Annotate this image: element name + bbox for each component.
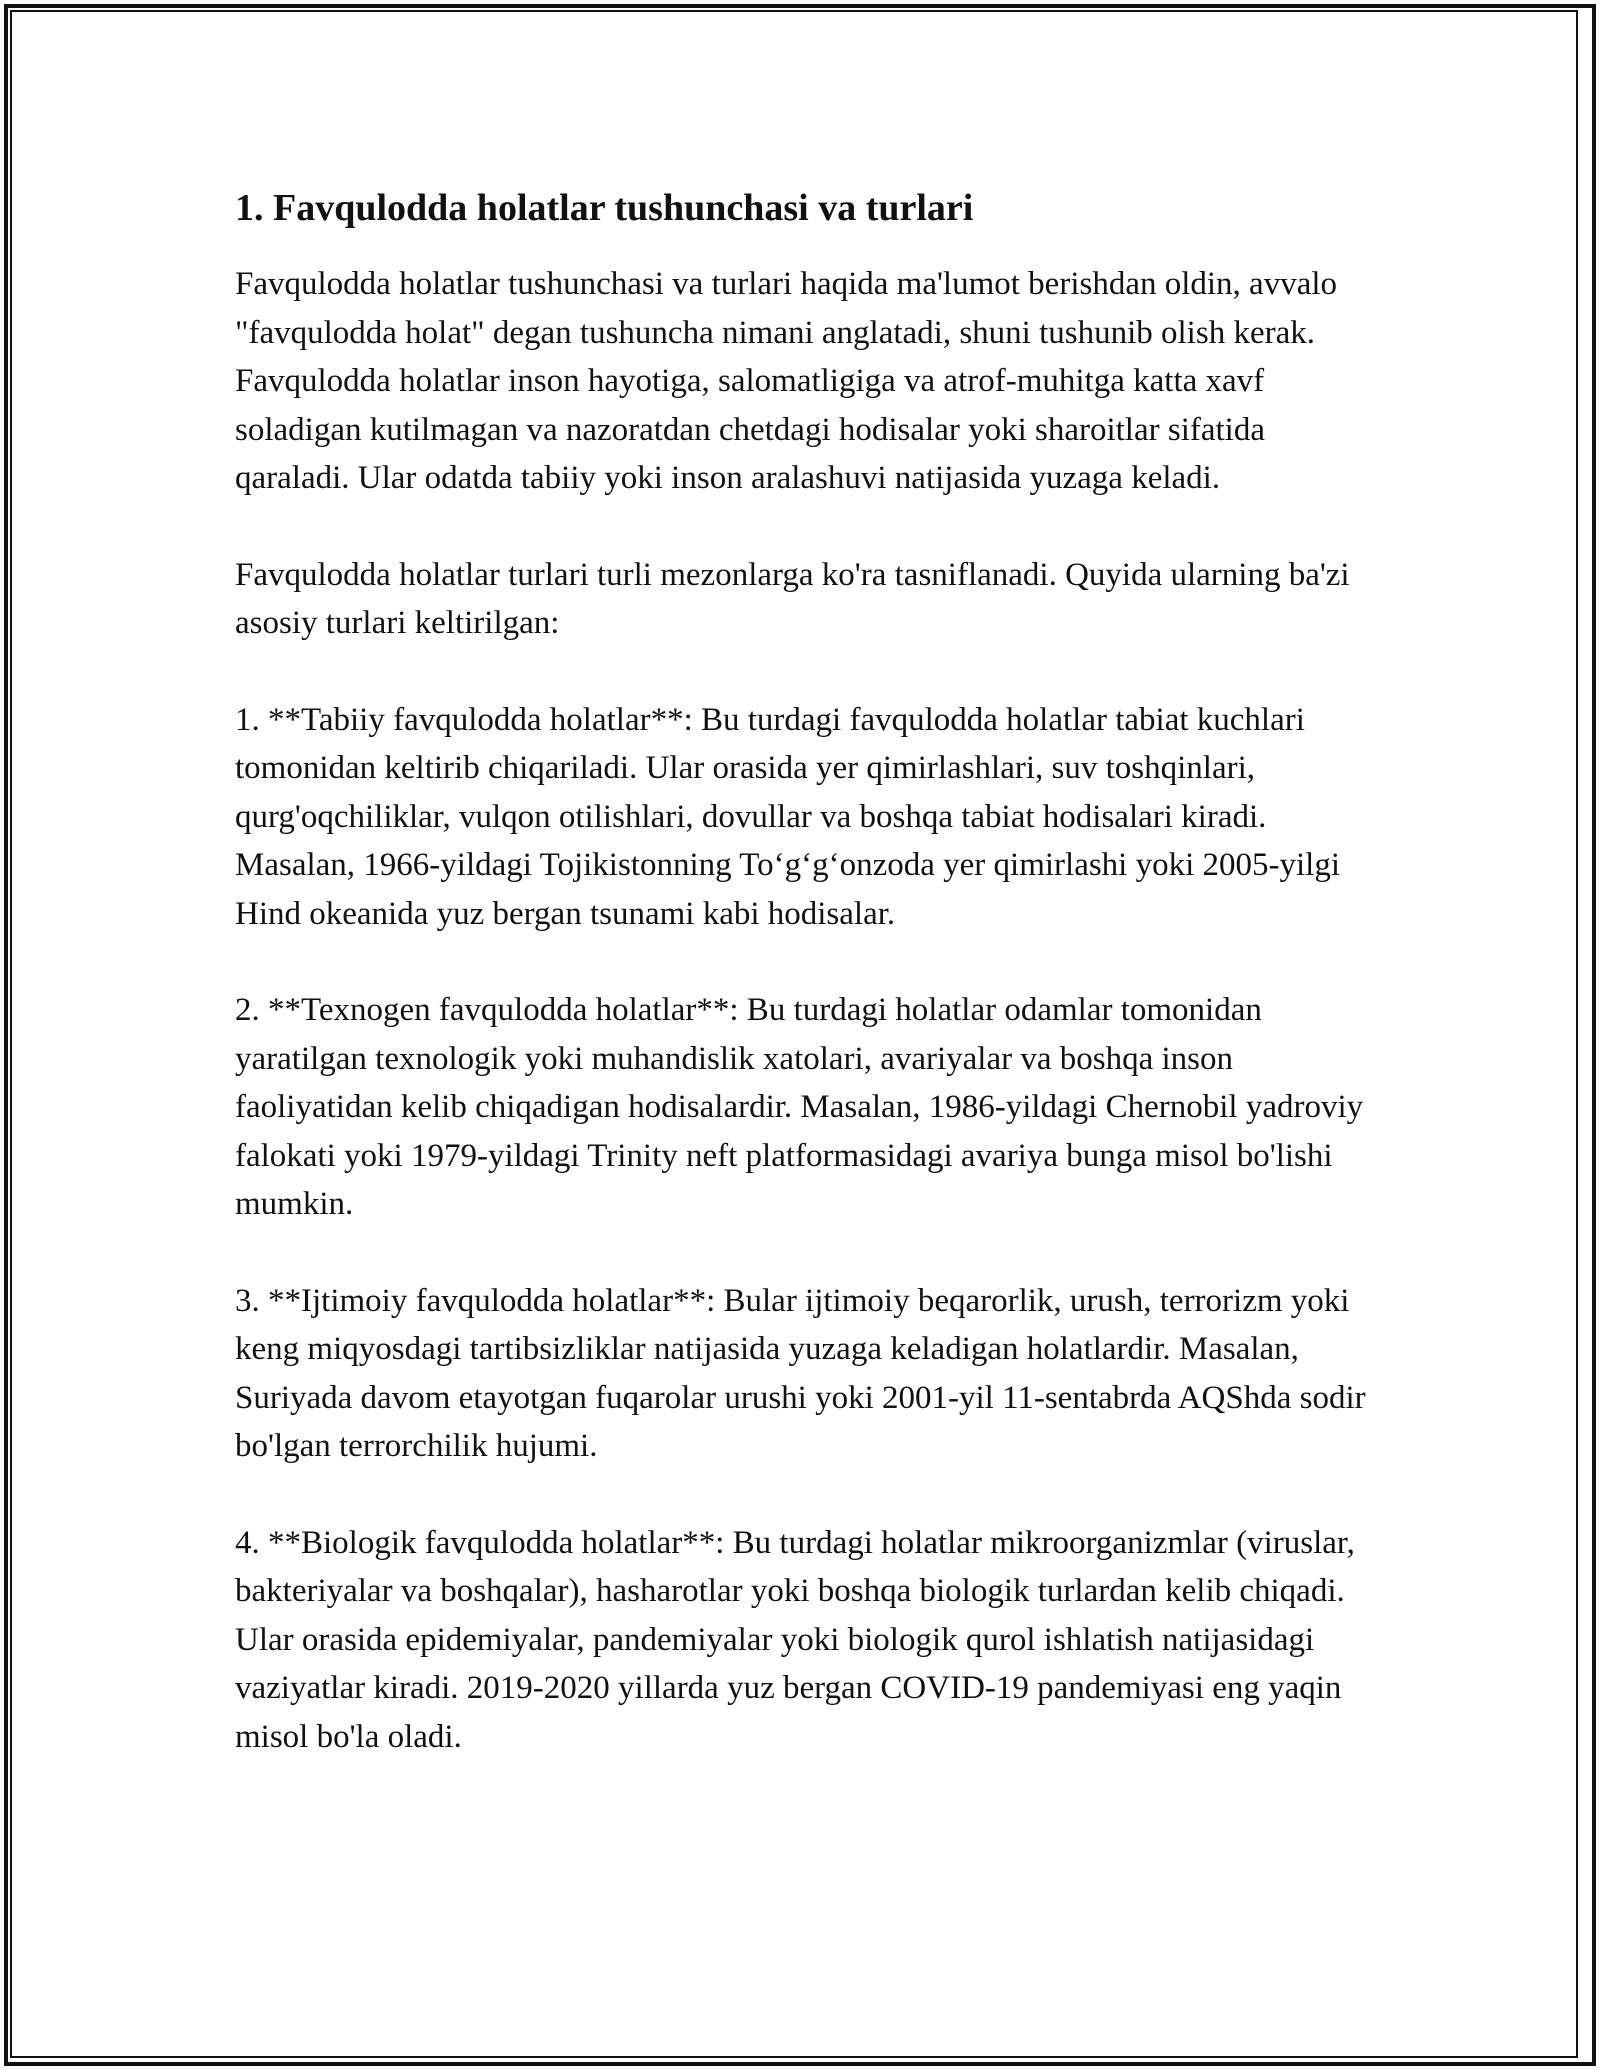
types-intro-paragraph: Favqulodda holatlar turlari turli mezonlarga ko'ra tasniflanadi. Quyida ularning ba'zi asosiy turlari keltirilgan:	[235, 556, 1350, 641]
biological-emergencies-paragraph: 4. **Biologik favqulodda holatlar**: Bu turdagi holatlar mikroorganizmlar (viruslar, bakteriyalar va boshqalar), hasharotlar yoki boshqa biologik turlardan kelib chiqadi. Ular orasida epidemiyalar, pandemiyalar yoki biologik qurol ishlatish natijasidagi vaziyatlar kiradi. 2019-2020 yillarda yuz bergan COVID-19 pandemiyasi eng yaqin misol bo'la oladi.	[235, 1524, 1355, 1755]
technogenic-emergencies-paragraph: 2. **Texnogen favqulodda holatlar**: Bu turdagi holatlar odamlar tomonidan yaratilgan texnologik yoki muhandislik xatolari, avariyalar va boshqa inson faoliyatidan kelib chiqadigan hodisalardir. Masalan, 1986-yildagi Chernobil yadroviy falokati yoki 1979-yildagi Trinity neft platformasidagi avariya bunga misol bo'lishi mumkin.	[235, 992, 1364, 1222]
social-emergencies-paragraph: 3. **Ijtimoiy favqulodda holatlar**: Bular ijtimoiy beqarorlik, urush, terrorizm yoki keng miqyosdagi tartibsizliklar natijasida yuzaga keladigan holatlardir. Masalan, Suriyada davom etayotgan fuqarolar urushi yoki 2001-yil 11-sentabrda AQShda sodir bo'lgan terrorchilik hujumi.	[235, 1282, 1366, 1464]
document-body	[235, 184, 1370, 1809]
intro-paragraph: Favqulodda holatlar tushunchasi va turlari haqida ma'lumot berishdan oldin, avvalo "favqulodda holat" degan tushuncha nimani anglatadi, shuni tushunib olish kerak. Favqulodda holatlar inson hayotiga, salomatligiga va atrof-muhitga katta xavf soladigan kutilmagan va nazoratdan chetdagi hodisalar yoki sharoitlar sifatida qaraladi. Ular odatda tabiiy yoki inson aralashuvi natijasida yuzaga keladi.	[235, 266, 1338, 496]
natural-emergencies-paragraph: 1. **Tabiiy favqulodda holatlar**: Bu turdagi favqulodda holatlar tabiat kuchlari tomonidan keltirib chiqariladi. Ular orasida yer qimirlashlari, suv toshqinlari, qurg'oqchiliklar, vulqon otilishlari, dovullar va boshqa tabiat hodisalari kiradi. Masalan, 1966-yildagi Tojikistonning To‘g‘g‘onzoda yer qimirlashi yoki 2005-yilgi Hind okeanida yuz bergan tsunami kabi hodisalar.	[235, 701, 1341, 932]
section-title: 1. Favqulodda holatlar tushunchasi va turlari	[235, 187, 974, 229]
